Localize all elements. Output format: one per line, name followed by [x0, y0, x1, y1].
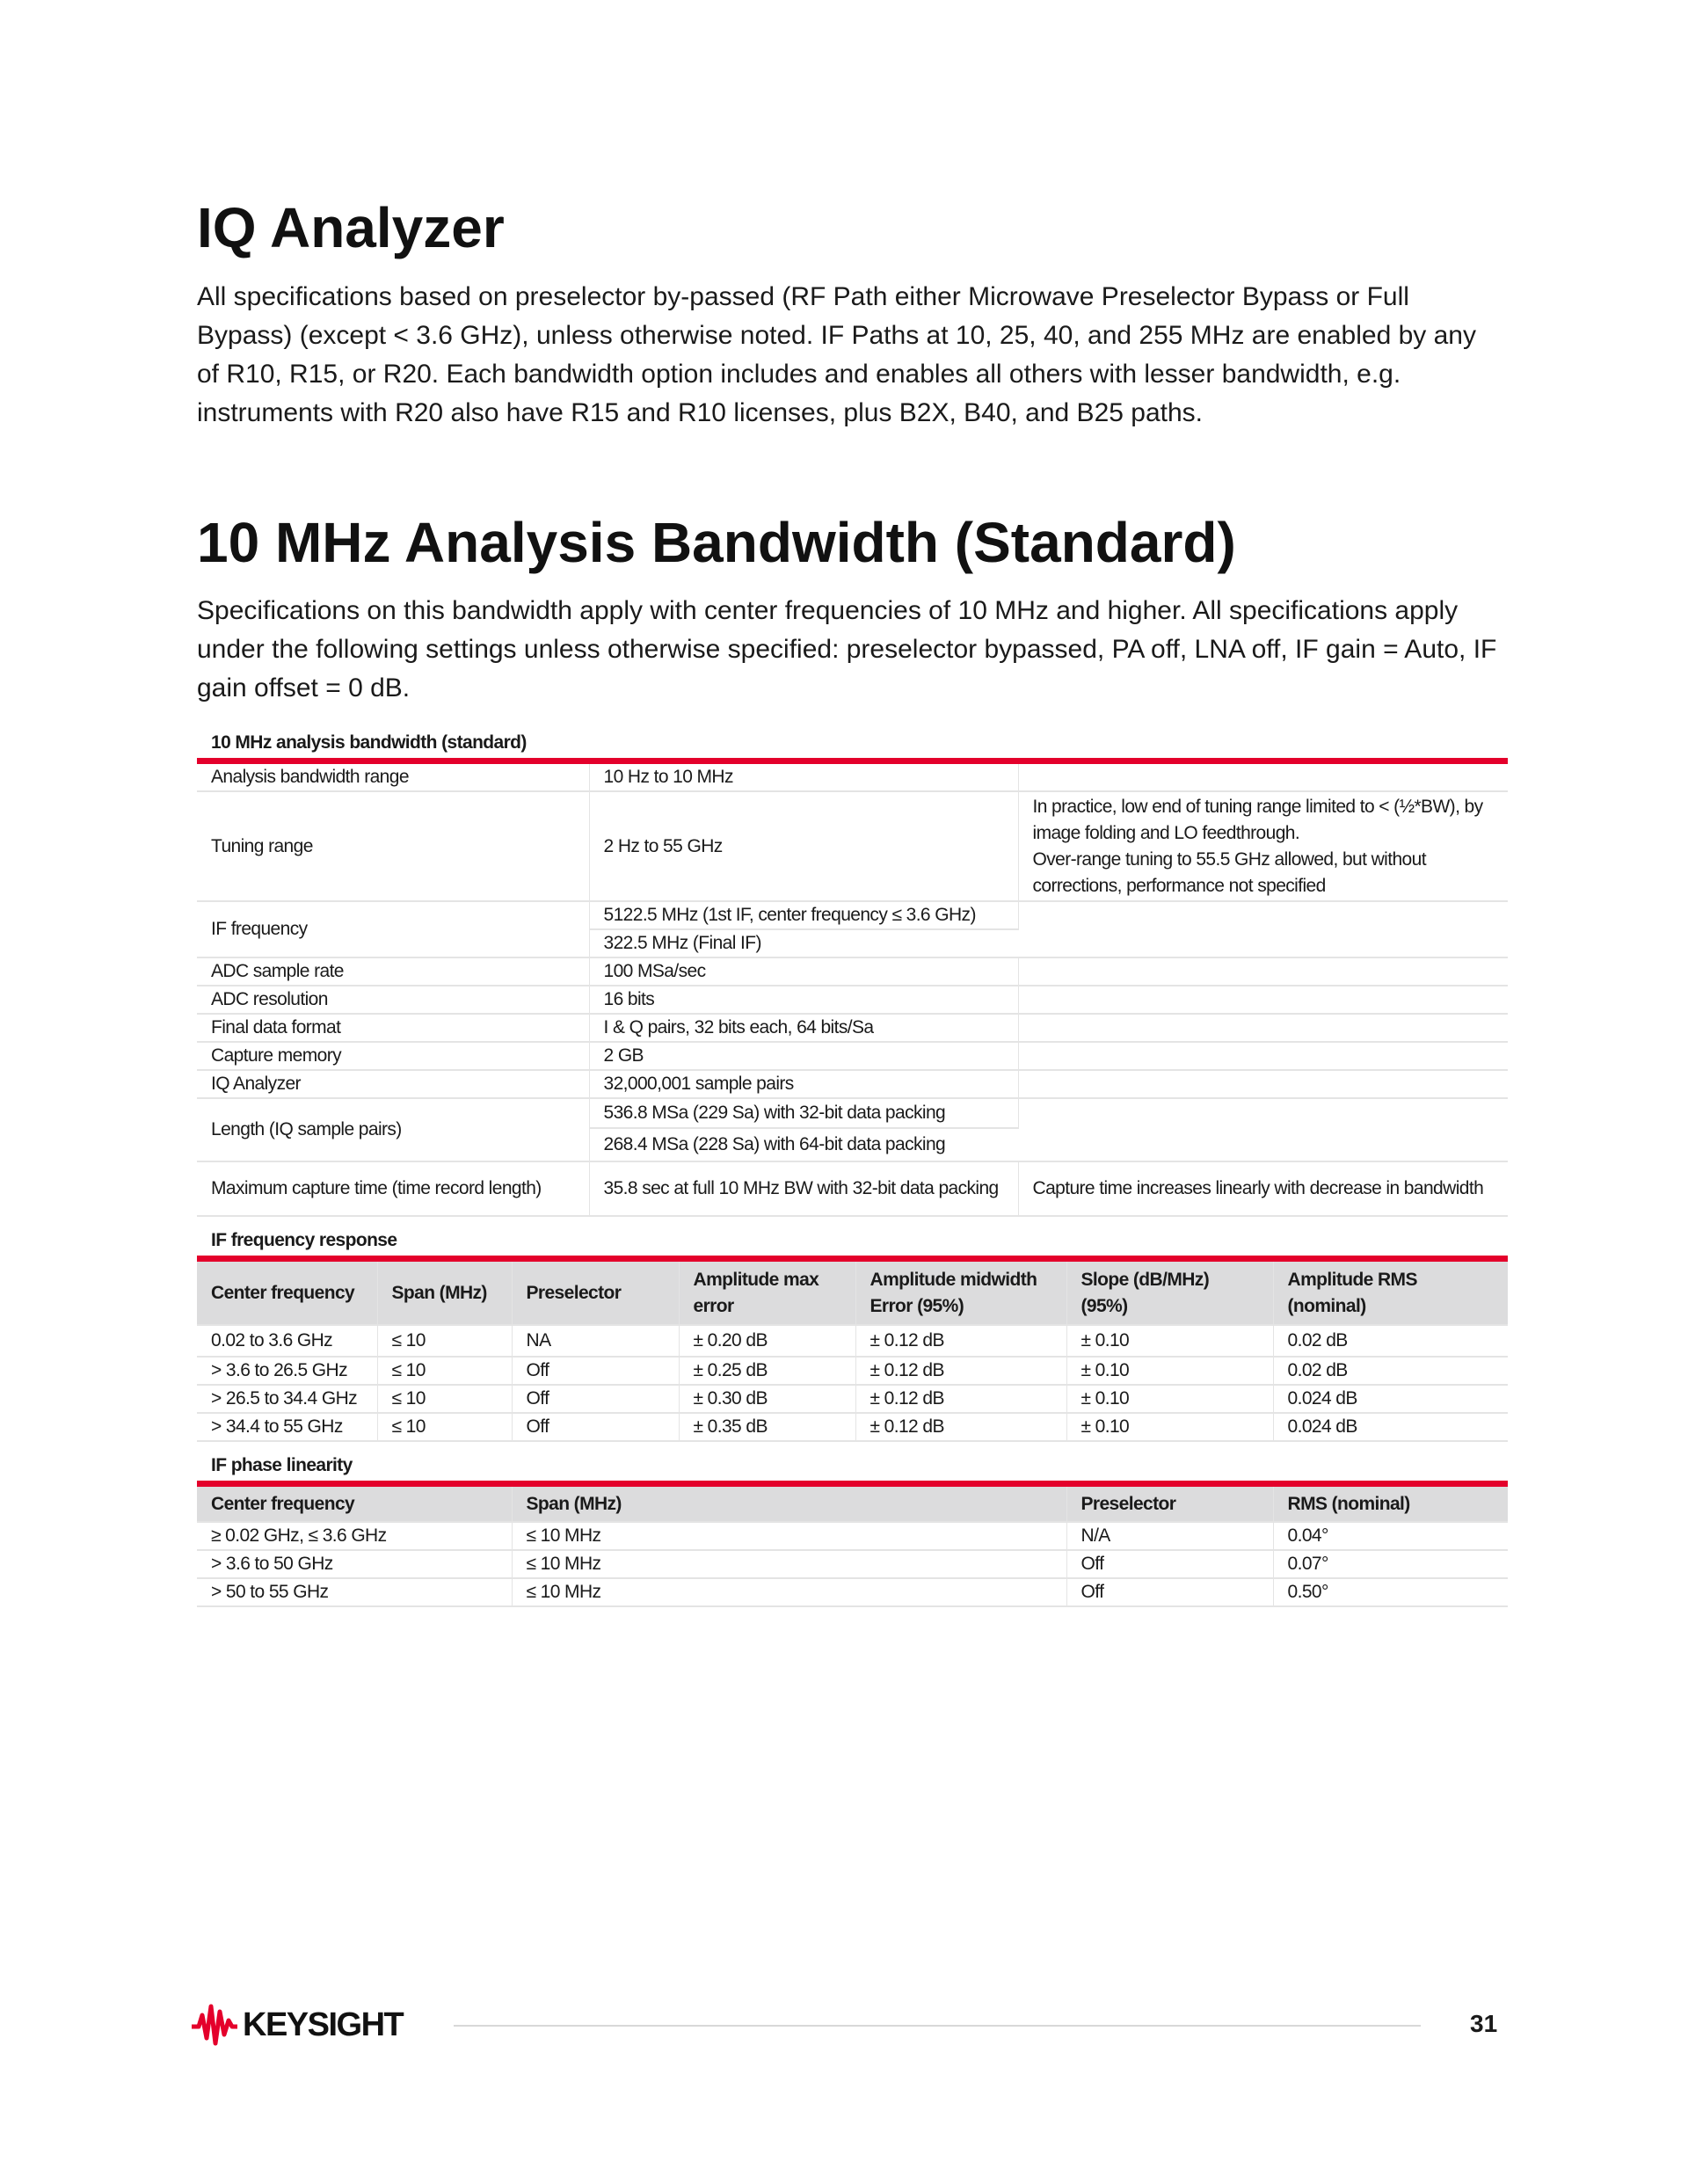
note-cell: [1018, 1098, 1508, 1161]
table-cell: > 3.6 to 26.5 GHz: [197, 1357, 377, 1385]
value-cell: 100 MSa/sec: [589, 957, 1018, 986]
spec-table-section: [197, 728, 1508, 1217]
red-rule: [197, 758, 1508, 764]
value-cell: 2 Hz to 55 GHz: [589, 791, 1018, 901]
table-cell: ± 0.10: [1066, 1385, 1273, 1413]
note-cell: [1018, 901, 1508, 957]
param-cell: Analysis bandwidth range: [197, 764, 589, 791]
table-cell: Off: [512, 1357, 679, 1385]
phase-linearity-section: [197, 1451, 1508, 1607]
table-cell: ≤ 10: [377, 1325, 512, 1357]
note-cell: [1018, 1042, 1508, 1070]
table-cell: Off: [1066, 1550, 1273, 1578]
table-cell: ± 0.10: [1066, 1325, 1273, 1357]
column-header: Span (MHz): [512, 1487, 1066, 1522]
param-cell: Capture memory: [197, 1042, 589, 1070]
table-row: [197, 1014, 1508, 1042]
param-cell: Final data format: [197, 1014, 589, 1042]
logo-text: KEYSIGHT: [243, 2006, 404, 2043]
table-cell: ± 0.12 dB: [855, 1357, 1066, 1385]
table-cell: N/A: [1066, 1522, 1273, 1550]
table-row: [197, 957, 1508, 986]
table-cell: 0.02 to 3.6 GHz: [197, 1325, 377, 1357]
table-cell: 0.50°: [1273, 1578, 1508, 1606]
table-cell: > 34.4 to 55 GHz: [197, 1413, 377, 1441]
value-cell: 322.5 MHz (Final IF): [589, 929, 1018, 957]
column-header: Preselector: [1066, 1487, 1273, 1522]
table-row: [197, 1042, 1508, 1070]
table-cell: 0.024 dB: [1273, 1385, 1508, 1413]
table-cell: Off: [512, 1385, 679, 1413]
table-cell: ≤ 10: [377, 1413, 512, 1441]
table-title: IF frequency response: [211, 1230, 397, 1250]
table-row: [197, 1070, 1508, 1098]
value-cell: 5122.5 MHz (1st IF, center frequency ≤ 3.6 GHz): [589, 901, 1018, 929]
param-cell: Length (IQ sample pairs): [197, 1098, 589, 1161]
column-header: Preselector: [512, 1262, 679, 1325]
freq-response-section: [197, 1226, 1508, 1442]
table-cell: ≤ 10: [377, 1385, 512, 1413]
value-cell: I & Q pairs, 32 bits each, 64 bits/Sa: [589, 1014, 1018, 1042]
note-text: In practice, low end of tuning range limited to < (½*BW), by image folding and LO feedthrough.: [1032, 796, 1483, 843]
table-row: [197, 1550, 1508, 1578]
note-text: Over-range tuning to 55.5 GHz allowed, but without corrections, performance not specified: [1032, 848, 1426, 896]
table-row: [197, 1161, 1508, 1216]
table-cell: ≥ 0.02 GHz, ≤ 3.6 GHz: [197, 1522, 512, 1550]
value-cell: 32,000,001 sample pairs: [589, 1070, 1018, 1098]
column-header: Center frequency: [197, 1262, 377, 1325]
table-row: [197, 791, 1508, 901]
table-cell: ± 0.20 dB: [679, 1325, 855, 1357]
table-cell: ≤ 10: [377, 1357, 512, 1385]
waveform-icon: [190, 2003, 239, 2047]
column-header: Amplitude max error: [679, 1262, 855, 1325]
table-cell: ± 0.12 dB: [855, 1325, 1066, 1357]
note-cell: [1018, 791, 1508, 901]
param-cell: ADC resolution: [197, 986, 589, 1014]
table-cell: 0.024 dB: [1273, 1413, 1508, 1441]
column-header: RMS (nominal): [1273, 1487, 1508, 1522]
table-cell: ≤ 10 MHz: [512, 1550, 1066, 1578]
table-cell: > 3.6 to 50 GHz: [197, 1550, 512, 1578]
param-cell: IQ Analyzer: [197, 1070, 589, 1098]
page-number: 31: [1470, 2010, 1498, 2037]
value-cell: 10 Hz to 10 MHz: [589, 764, 1018, 791]
table-row: [197, 1578, 1508, 1606]
table-cell: ≤ 10 MHz: [512, 1522, 1066, 1550]
spec-table: [197, 764, 1508, 1217]
table-row: [197, 764, 1508, 791]
table-cell: ± 0.35 dB: [679, 1413, 855, 1441]
table-title: IF phase linearity: [211, 1455, 353, 1475]
value-cell: 2 GB: [589, 1042, 1018, 1070]
table-cell: 0.07°: [1273, 1550, 1508, 1578]
param-cell: IF frequency: [197, 901, 589, 957]
value-cell: 16 bits: [589, 986, 1018, 1014]
table-cell: ± 0.10: [1066, 1413, 1273, 1441]
value-cell: 536.8 MSa (229 Sa) with 32-bit data packing: [589, 1098, 1018, 1128]
table-row: [197, 1098, 1508, 1128]
note-cell: Capture time increases linearly with decrease in bandwidth: [1018, 1161, 1508, 1216]
table-cell: Off: [1066, 1578, 1273, 1606]
value-cell: 35.8 sec at full 10 MHz BW with 32-bit data packing: [589, 1161, 1018, 1216]
table-cell: ± 0.25 dB: [679, 1357, 855, 1385]
header-row: [197, 1262, 1508, 1325]
red-rule: [197, 1481, 1508, 1487]
red-rule: [197, 1256, 1508, 1262]
header-row: [197, 1487, 1508, 1522]
column-header: Amplitude RMS (nominal): [1273, 1262, 1508, 1325]
table-cell: 0.04°: [1273, 1522, 1508, 1550]
section-title-10mhz: 10 MHz Analysis Bandwidth (Standard): [197, 511, 1236, 574]
table-cell: ± 0.12 dB: [855, 1385, 1066, 1413]
param-cell: ADC sample rate: [197, 957, 589, 986]
column-header: Center frequency: [197, 1487, 512, 1522]
table-cell: ± 0.10: [1066, 1357, 1273, 1385]
freq-response-table: [197, 1262, 1508, 1442]
table-cell: NA: [512, 1325, 679, 1357]
table-cell: > 26.5 to 34.4 GHz: [197, 1385, 377, 1413]
table-cell: ± 0.12 dB: [855, 1413, 1066, 1441]
table-cell: Off: [512, 1413, 679, 1441]
column-header: Span (MHz): [377, 1262, 512, 1325]
note-cell: [1018, 764, 1508, 791]
keysight-logo: [190, 2003, 403, 2047]
phase-linearity-table: [197, 1487, 1508, 1607]
table-title: 10 MHz analysis bandwidth (standard): [211, 732, 527, 753]
section-intro: All specifications based on preselector by-passed (RF Path either Microwave Preselector Bypass or Full Bypass) (except < 3.6 GHz), unless otherwise noted. IF Paths at 10, 25, 40, and 255 MHz are enabled by any of R10, R15, or R20. Each bandwidth option includes and enables all others with lesser bandwidth, e.g. instruments with R20 also have R15 and R10 licenses, plus B2X, B40, and B25 paths.: [197, 282, 1476, 427]
table-row: [197, 901, 1508, 929]
param-cell: Maximum capture time (time record length): [197, 1161, 589, 1216]
param-cell: Tuning range: [197, 791, 589, 901]
table-row: [197, 1522, 1508, 1550]
footer-divider: [454, 2025, 1421, 2027]
table-cell: ± 0.30 dB: [679, 1385, 855, 1413]
section-description: Specifications on this bandwidth apply with center frequencies of 10 MHz and higher. All specifications apply under the following settings unless otherwise specified: preselector bypassed, PA off, LNA off, IF gain = Auto, IF gain offset = 0 dB.: [197, 596, 1497, 703]
table-row: [197, 1325, 1508, 1357]
section-title-iq-analyzer: IQ Analyzer: [197, 196, 505, 259]
table-cell: 0.02 dB: [1273, 1325, 1508, 1357]
table-cell: > 50 to 55 GHz: [197, 1578, 512, 1606]
column-header: Amplitude midwidth Error (95%): [855, 1262, 1066, 1325]
table-cell: ≤ 10 MHz: [512, 1578, 1066, 1606]
table-row: [197, 1357, 1508, 1385]
table-row: [197, 1413, 1508, 1441]
note-cell: [1018, 986, 1508, 1014]
note-cell: [1018, 1014, 1508, 1042]
note-cell: [1018, 1070, 1508, 1098]
note-cell: [1018, 957, 1508, 986]
column-header: Slope (dB/MHz) (95%): [1066, 1262, 1273, 1325]
table-row: [197, 986, 1508, 1014]
value-cell: 268.4 MSa (228 Sa) with 64-bit data packing: [589, 1128, 1018, 1161]
table-row: [197, 1385, 1508, 1413]
table-cell: 0.02 dB: [1273, 1357, 1508, 1385]
